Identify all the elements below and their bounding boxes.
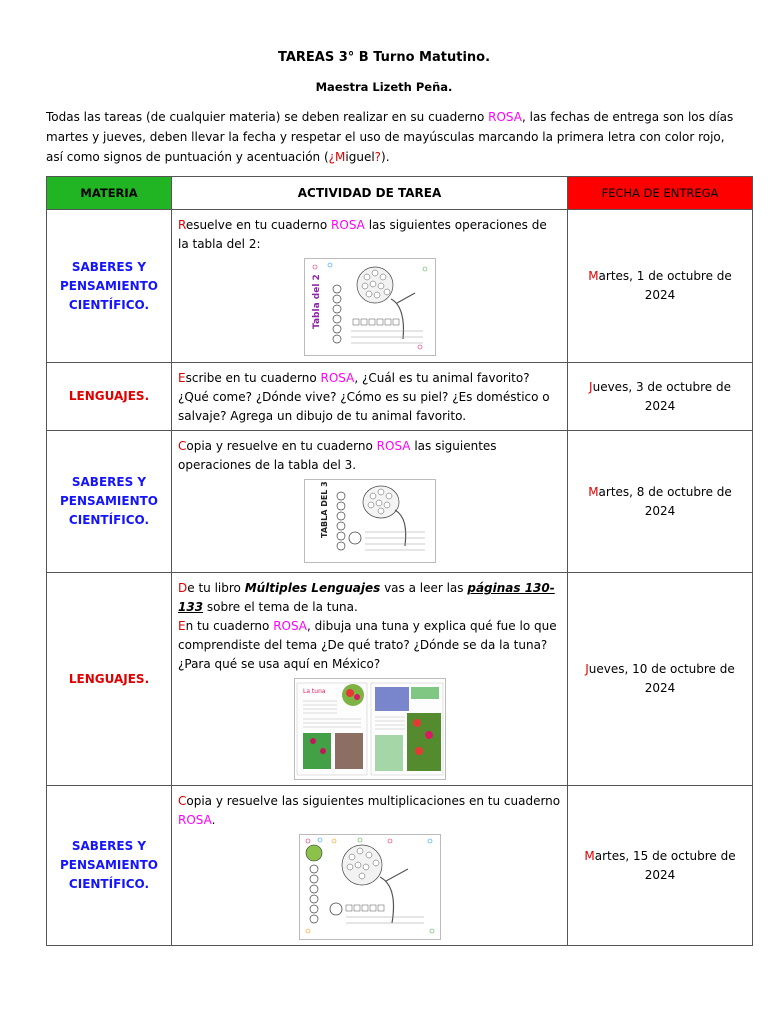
subject-label: CIENTÍFICO. [68, 297, 150, 312]
subject-label: LENGUAJES. [68, 671, 150, 686]
subject-cell [47, 786, 172, 946]
subject-cell [47, 210, 172, 363]
subject-label: CIENTÍFICO. [68, 513, 150, 527]
due-date-cell: Martes, 8 de octubre de 2024 [568, 431, 753, 573]
activity-cell: De tu libro Múltiples Lenguajes vas a leer las páginas 130-133 sobre el tema de la tuna. En tu cuaderno ROSA, dibuja una tuna y explica qué fue lo que comprendiste del tema ¿De qué trato? ¿Dónde se da la tuna? ¿Para qué se usa aquí en México? La tuna [172, 573, 568, 786]
activity-cell: Copia y resuelve las siguientes multiplicaciones en tu cuaderno ROSA. [172, 786, 568, 946]
header-materia: MATERIA [47, 177, 172, 210]
svg-text:La tuna: La tuna [302, 688, 326, 695]
subject-label: PENSAMIENTO [60, 494, 158, 508]
due-date-cell: Martes, 15 de octubre de 2024 [568, 786, 753, 946]
header-fecha: FECHA DE ENTREGA [568, 177, 753, 210]
table-row [47, 363, 753, 431]
subject-cell [47, 573, 172, 786]
subject-label: SABERES Y [71, 839, 147, 853]
book-title: Múltiples Lenguajes [244, 581, 381, 595]
table-row [47, 431, 753, 573]
worksheet-image [304, 479, 436, 563]
table-row [47, 210, 753, 363]
subject-label: SABERES Y [71, 475, 147, 489]
due-date-cell: Martes, 1 de octubre de 2024 [568, 210, 753, 363]
table-row [47, 573, 753, 786]
activity-cell: Copia y resuelve en tu cuaderno ROSA las siguientes operaciones de la tabla del 3. TABLA DEL 3 [172, 431, 568, 573]
worksheet-image [304, 258, 436, 356]
pages-range: páginas 130-133 [178, 581, 555, 614]
activity-cell: Resuelve en tu cuaderno ROSA las siguientes operaciones de la tabla del 2: Tabla del 2 [172, 210, 568, 363]
subject-cell [47, 363, 172, 431]
svg-text:Tabla del 2: Tabla del 2 [311, 274, 322, 329]
due-date-cell: Jueves, 3 de octubre de 2024 [568, 363, 753, 431]
subject-cell [47, 431, 172, 573]
header-actividad: ACTIVIDAD DE TAREA [172, 177, 568, 210]
subject-label: PENSAMIENTO [60, 858, 158, 872]
activity-cell: Escribe en tu cuaderno ROSA, ¿Cuál es tu animal favorito? ¿Qué come? ¿Dónde vive? ¿Cómo es su piel? ¿Es doméstico o salvaje? Agrega un dibujo de tu animal favorito. [172, 363, 568, 431]
table-row [47, 786, 753, 946]
instructions-paragraph: Todas las tareas (de cualquier materia) se deben realizar en su cuaderno ROSA, las fechas de entrega son los días martes y jueves, deben llevar la fecha y respetar el uso de mayúsculas marcando la primera letra con color rojo, así como signos de puntuación y acentuación (¿Miguel?). [46, 110, 734, 164]
worksheet-image [299, 834, 441, 940]
homework-table [46, 176, 753, 946]
table-header-row [47, 177, 753, 210]
subject-label: CIENTÍFICO. [68, 877, 150, 891]
teacher-name: Maestra Lizeth Peña. [315, 80, 453, 94]
subject-label: SABERES Y [71, 259, 147, 274]
subject-label: PENSAMIENTO [60, 278, 158, 293]
page-title: TAREAS 3° B Turno Matutino. [277, 50, 491, 65]
subject-label: LENGUAJES. [68, 389, 150, 403]
svg-text:TABLA DEL 3: TABLA DEL 3 [319, 481, 329, 538]
due-date-cell: Jueves, 10 de octubre de 2024 [568, 573, 753, 786]
book-pages-image [294, 678, 446, 780]
